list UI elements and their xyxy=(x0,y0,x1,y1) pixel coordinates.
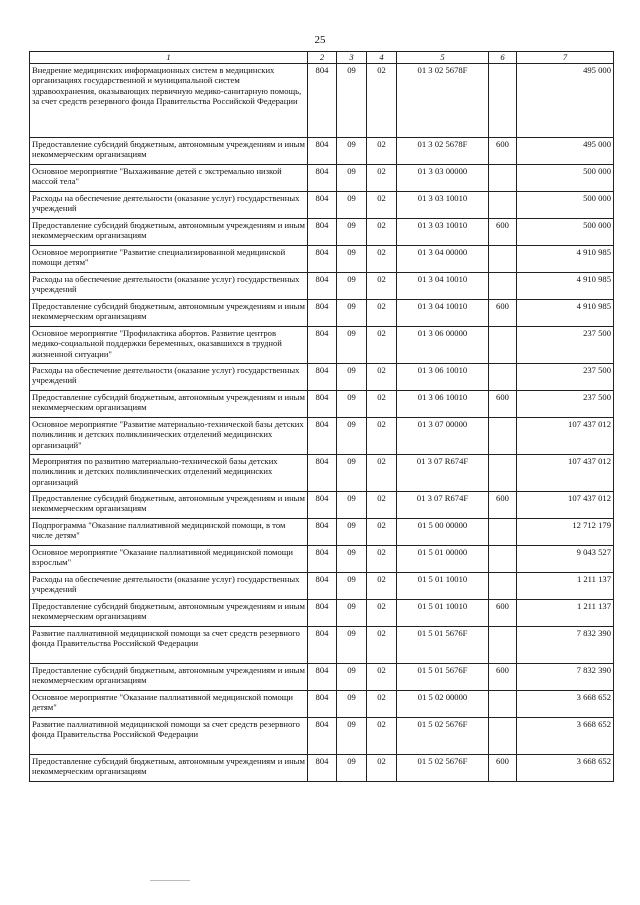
row-ministry-code: 804 xyxy=(308,191,337,218)
row-amount: 1 211 137 xyxy=(517,599,614,626)
row-subsection-code: 02 xyxy=(367,299,397,326)
row-section-code: 09 xyxy=(337,272,367,299)
header-col-5: 5 xyxy=(397,52,489,64)
row-section-code: 09 xyxy=(337,626,367,663)
row-expense-type: 600 xyxy=(489,137,517,164)
row-subsection-code: 02 xyxy=(367,137,397,164)
row-ministry-code: 804 xyxy=(308,390,337,417)
row-expense-type: 600 xyxy=(489,754,517,781)
row-description: Предоставление субсидий бюджетным, автономным учреждениям и иным некоммерческим организациям xyxy=(30,599,308,626)
row-amount: 7 832 390 xyxy=(517,663,614,690)
row-subsection-code: 02 xyxy=(367,663,397,690)
row-description: Расходы на обеспечение деятельности (оказание услуг) государственных учреждений xyxy=(30,572,308,599)
row-ministry-code: 804 xyxy=(308,690,337,717)
row-subsection-code: 02 xyxy=(367,218,397,245)
row-section-code: 09 xyxy=(337,454,367,491)
budget-table xyxy=(29,51,614,782)
row-amount: 3 668 652 xyxy=(517,754,614,781)
row-ministry-code: 804 xyxy=(308,626,337,663)
row-expense-type xyxy=(489,164,517,191)
row-description: Предоставление субсидий бюджетным, автономным учреждениям и иным некоммерческим организациям xyxy=(30,299,308,326)
row-target-article: 01 5 01 00000 xyxy=(397,545,489,572)
table-row xyxy=(30,272,614,299)
row-ministry-code: 804 xyxy=(308,63,337,137)
table-row xyxy=(30,754,614,781)
row-subsection-code: 02 xyxy=(367,326,397,363)
row-section-code: 09 xyxy=(337,491,367,518)
row-target-article: 01 3 04 00000 xyxy=(397,245,489,272)
row-description: Предоставление субсидий бюджетным, автономным учреждениям и иным некоммерческим организациям xyxy=(30,491,308,518)
row-description: Развитие паллиативной медицинской помощи за счет средств резервного фонда Правительства Российской Федерации xyxy=(30,626,308,663)
row-target-article: 01 3 03 10010 xyxy=(397,191,489,218)
row-target-article: 01 3 06 00000 xyxy=(397,326,489,363)
table-body xyxy=(30,63,614,781)
row-subsection-code: 02 xyxy=(367,191,397,218)
row-subsection-code: 02 xyxy=(367,626,397,663)
table-row xyxy=(30,454,614,491)
row-ministry-code: 804 xyxy=(308,218,337,245)
row-expense-type xyxy=(489,191,517,218)
header-col-3: 3 xyxy=(337,52,367,64)
row-description: Предоставление субсидий бюджетным, автономным учреждениям и иным некоммерческим организациям xyxy=(30,390,308,417)
row-ministry-code: 804 xyxy=(308,272,337,299)
row-amount: 107 437 012 xyxy=(517,417,614,454)
row-amount: 500 000 xyxy=(517,164,614,191)
row-section-code: 09 xyxy=(337,164,367,191)
row-ministry-code: 804 xyxy=(308,326,337,363)
row-expense-type xyxy=(489,518,517,545)
row-expense-type xyxy=(489,454,517,491)
row-amount: 4 910 985 xyxy=(517,299,614,326)
row-description: Предоставление субсидий бюджетным, автономным учреждениям и иным некоммерческим организациям xyxy=(30,218,308,245)
header-col-2: 2 xyxy=(308,52,337,64)
table-row xyxy=(30,717,614,754)
row-expense-type: 600 xyxy=(489,599,517,626)
row-subsection-code: 02 xyxy=(367,545,397,572)
table-row xyxy=(30,245,614,272)
row-section-code: 09 xyxy=(337,245,367,272)
row-description: Основное мероприятие "Развитие материально-технической базы детских поликлиник и детских поликлинических отделений медицинских организаций" xyxy=(30,417,308,454)
row-description: Расходы на обеспечение деятельности (оказание услуг) государственных учреждений xyxy=(30,191,308,218)
row-subsection-code: 02 xyxy=(367,363,397,390)
row-section-code: 09 xyxy=(337,545,367,572)
row-section-code: 09 xyxy=(337,572,367,599)
row-section-code: 09 xyxy=(337,218,367,245)
row-description: Расходы на обеспечение деятельности (оказание услуг) государственных учреждений xyxy=(30,363,308,390)
header-col-7: 7 xyxy=(517,52,614,64)
row-description: Предоставление субсидий бюджетным, автономным учреждениям и иным некоммерческим организациям xyxy=(30,137,308,164)
row-target-article: 01 5 02 5676F xyxy=(397,717,489,754)
row-expense-type xyxy=(489,63,517,137)
row-amount: 12 712 179 xyxy=(517,518,614,545)
row-subsection-code: 02 xyxy=(367,717,397,754)
row-target-article: 01 5 01 10010 xyxy=(397,599,489,626)
row-expense-type xyxy=(489,572,517,599)
row-description: Предоставление субсидий бюджетным, автономным учреждениям и иным некоммерческим организациям xyxy=(30,754,308,781)
row-expense-type: 600 xyxy=(489,491,517,518)
row-ministry-code: 804 xyxy=(308,599,337,626)
row-target-article: 01 3 04 10010 xyxy=(397,272,489,299)
row-subsection-code: 02 xyxy=(367,454,397,491)
row-expense-type: 600 xyxy=(489,299,517,326)
row-ministry-code: 804 xyxy=(308,164,337,191)
row-description: Развитие паллиативной медицинской помощи за счет средств резервного фонда Правительства Российской Федерации xyxy=(30,717,308,754)
row-description: Мероприятия по развитию материально-технической базы детских поликлиник и детских поликлинических отделений медицинских организаций xyxy=(30,454,308,491)
row-expense-type xyxy=(489,690,517,717)
row-target-article: 01 3 07 00000 xyxy=(397,417,489,454)
row-subsection-code: 02 xyxy=(367,518,397,545)
page-number: 25 xyxy=(314,34,326,46)
row-subsection-code: 02 xyxy=(367,164,397,191)
row-description: Основное мероприятие "Развитие специализированной медицинской помощи детям" xyxy=(30,245,308,272)
row-amount: 3 668 652 xyxy=(517,690,614,717)
row-subsection-code: 02 xyxy=(367,390,397,417)
row-section-code: 09 xyxy=(337,63,367,137)
row-amount: 4 910 985 xyxy=(517,272,614,299)
row-expense-type xyxy=(489,417,517,454)
row-ministry-code: 804 xyxy=(308,754,337,781)
row-ministry-code: 804 xyxy=(308,137,337,164)
table-row xyxy=(30,218,614,245)
row-subsection-code: 02 xyxy=(367,599,397,626)
row-amount: 3 668 652 xyxy=(517,717,614,754)
row-section-code: 09 xyxy=(337,754,367,781)
row-subsection-code: 02 xyxy=(367,417,397,454)
row-ministry-code: 804 xyxy=(308,545,337,572)
header-row xyxy=(30,52,614,64)
row-amount: 7 832 390 xyxy=(517,626,614,663)
table-row xyxy=(30,599,614,626)
row-target-article: 01 5 02 00000 xyxy=(397,690,489,717)
row-section-code: 09 xyxy=(337,363,367,390)
row-expense-type xyxy=(489,717,517,754)
scan-artifact xyxy=(150,880,190,881)
row-amount: 495 000 xyxy=(517,137,614,164)
row-target-article: 01 3 03 10010 xyxy=(397,218,489,245)
row-description: Основное мероприятие "Оказание паллиативной медицинской помощи взрослым" xyxy=(30,545,308,572)
table-row xyxy=(30,326,614,363)
table-row xyxy=(30,572,614,599)
row-ministry-code: 804 xyxy=(308,663,337,690)
row-section-code: 09 xyxy=(337,717,367,754)
table-row xyxy=(30,137,614,164)
row-amount: 237 500 xyxy=(517,363,614,390)
row-target-article: 01 5 00 00000 xyxy=(397,518,489,545)
table-row xyxy=(30,164,614,191)
row-section-code: 09 xyxy=(337,137,367,164)
row-ministry-code: 804 xyxy=(308,491,337,518)
row-section-code: 09 xyxy=(337,326,367,363)
row-ministry-code: 804 xyxy=(308,572,337,599)
row-target-article: 01 5 02 5676F xyxy=(397,754,489,781)
table-row xyxy=(30,417,614,454)
row-amount: 500 000 xyxy=(517,218,614,245)
row-subsection-code: 02 xyxy=(367,63,397,137)
row-amount: 9 043 527 xyxy=(517,545,614,572)
row-amount: 495 000 xyxy=(517,63,614,137)
row-target-article: 01 3 06 10010 xyxy=(397,390,489,417)
row-target-article: 01 5 01 10010 xyxy=(397,572,489,599)
row-amount: 237 500 xyxy=(517,390,614,417)
row-ministry-code: 804 xyxy=(308,454,337,491)
row-expense-type xyxy=(489,626,517,663)
row-target-article: 01 3 03 00000 xyxy=(397,164,489,191)
table-row xyxy=(30,491,614,518)
row-subsection-code: 02 xyxy=(367,491,397,518)
header-col-4: 4 xyxy=(367,52,397,64)
row-expense-type xyxy=(489,245,517,272)
row-section-code: 09 xyxy=(337,518,367,545)
row-amount: 107 437 012 xyxy=(517,454,614,491)
row-ministry-code: 804 xyxy=(308,245,337,272)
table-row xyxy=(30,690,614,717)
row-ministry-code: 804 xyxy=(308,518,337,545)
row-subsection-code: 02 xyxy=(367,572,397,599)
row-amount: 1 211 137 xyxy=(517,572,614,599)
table-row xyxy=(30,363,614,390)
table-row xyxy=(30,518,614,545)
row-description: Внедрение медицинских информационных систем в медицинских организациях государственной и муниципальной систем здравоохранения, оказывающих первичную медико-санитарную помощь, за счет средств резервного фонда Правительства Российской Федерации xyxy=(30,63,308,137)
row-ministry-code: 804 xyxy=(308,299,337,326)
row-subsection-code: 02 xyxy=(367,690,397,717)
table-row xyxy=(30,191,614,218)
table-row xyxy=(30,299,614,326)
row-target-article: 01 5 01 5676F xyxy=(397,663,489,690)
row-ministry-code: 804 xyxy=(308,717,337,754)
row-description: Основное мероприятие "Выхаживание детей с экстремально низкой массой тела" xyxy=(30,164,308,191)
row-subsection-code: 02 xyxy=(367,754,397,781)
row-section-code: 09 xyxy=(337,299,367,326)
row-description: Расходы на обеспечение деятельности (оказание услуг) государственных учреждений xyxy=(30,272,308,299)
table-row xyxy=(30,63,614,137)
row-section-code: 09 xyxy=(337,191,367,218)
row-description: Основное мероприятие "Профилактика абортов. Развитие центров медико-социальной поддержки беременных, оказавшихся в трудной жизненной ситуации" xyxy=(30,326,308,363)
table-row xyxy=(30,545,614,572)
row-section-code: 09 xyxy=(337,690,367,717)
header-col-1: 1 xyxy=(30,52,308,64)
row-section-code: 09 xyxy=(337,390,367,417)
row-description: Подпрограмма "Оказание паллиативной медицинской помощи, в том числе детям" xyxy=(30,518,308,545)
row-subsection-code: 02 xyxy=(367,245,397,272)
table-row xyxy=(30,626,614,663)
row-target-article: 01 3 02 5678F xyxy=(397,137,489,164)
row-amount: 4 910 985 xyxy=(517,245,614,272)
row-expense-type xyxy=(489,326,517,363)
row-expense-type xyxy=(489,363,517,390)
row-expense-type xyxy=(489,545,517,572)
row-description: Предоставление субсидий бюджетным, автономным учреждениям и иным некоммерческим организациям xyxy=(30,663,308,690)
row-target-article: 01 5 01 5676F xyxy=(397,626,489,663)
row-subsection-code: 02 xyxy=(367,272,397,299)
row-amount: 500 000 xyxy=(517,191,614,218)
row-target-article: 01 3 07 R674F xyxy=(397,454,489,491)
row-expense-type: 600 xyxy=(489,218,517,245)
row-expense-type xyxy=(489,272,517,299)
table-row xyxy=(30,663,614,690)
row-amount: 107 437 012 xyxy=(517,491,614,518)
row-target-article: 01 3 04 10010 xyxy=(397,299,489,326)
row-description: Основное мероприятие "Оказание паллиативной медицинской помощи детям" xyxy=(30,690,308,717)
row-target-article: 01 3 06 10010 xyxy=(397,363,489,390)
row-expense-type: 600 xyxy=(489,390,517,417)
row-section-code: 09 xyxy=(337,599,367,626)
row-ministry-code: 804 xyxy=(308,417,337,454)
row-target-article: 01 3 07 R674F xyxy=(397,491,489,518)
row-amount: 237 500 xyxy=(517,326,614,363)
table-row xyxy=(30,390,614,417)
row-expense-type: 600 xyxy=(489,663,517,690)
row-target-article: 01 3 02 5678F xyxy=(397,63,489,137)
header-col-6: 6 xyxy=(489,52,517,64)
row-section-code: 09 xyxy=(337,417,367,454)
row-section-code: 09 xyxy=(337,663,367,690)
row-ministry-code: 804 xyxy=(308,363,337,390)
